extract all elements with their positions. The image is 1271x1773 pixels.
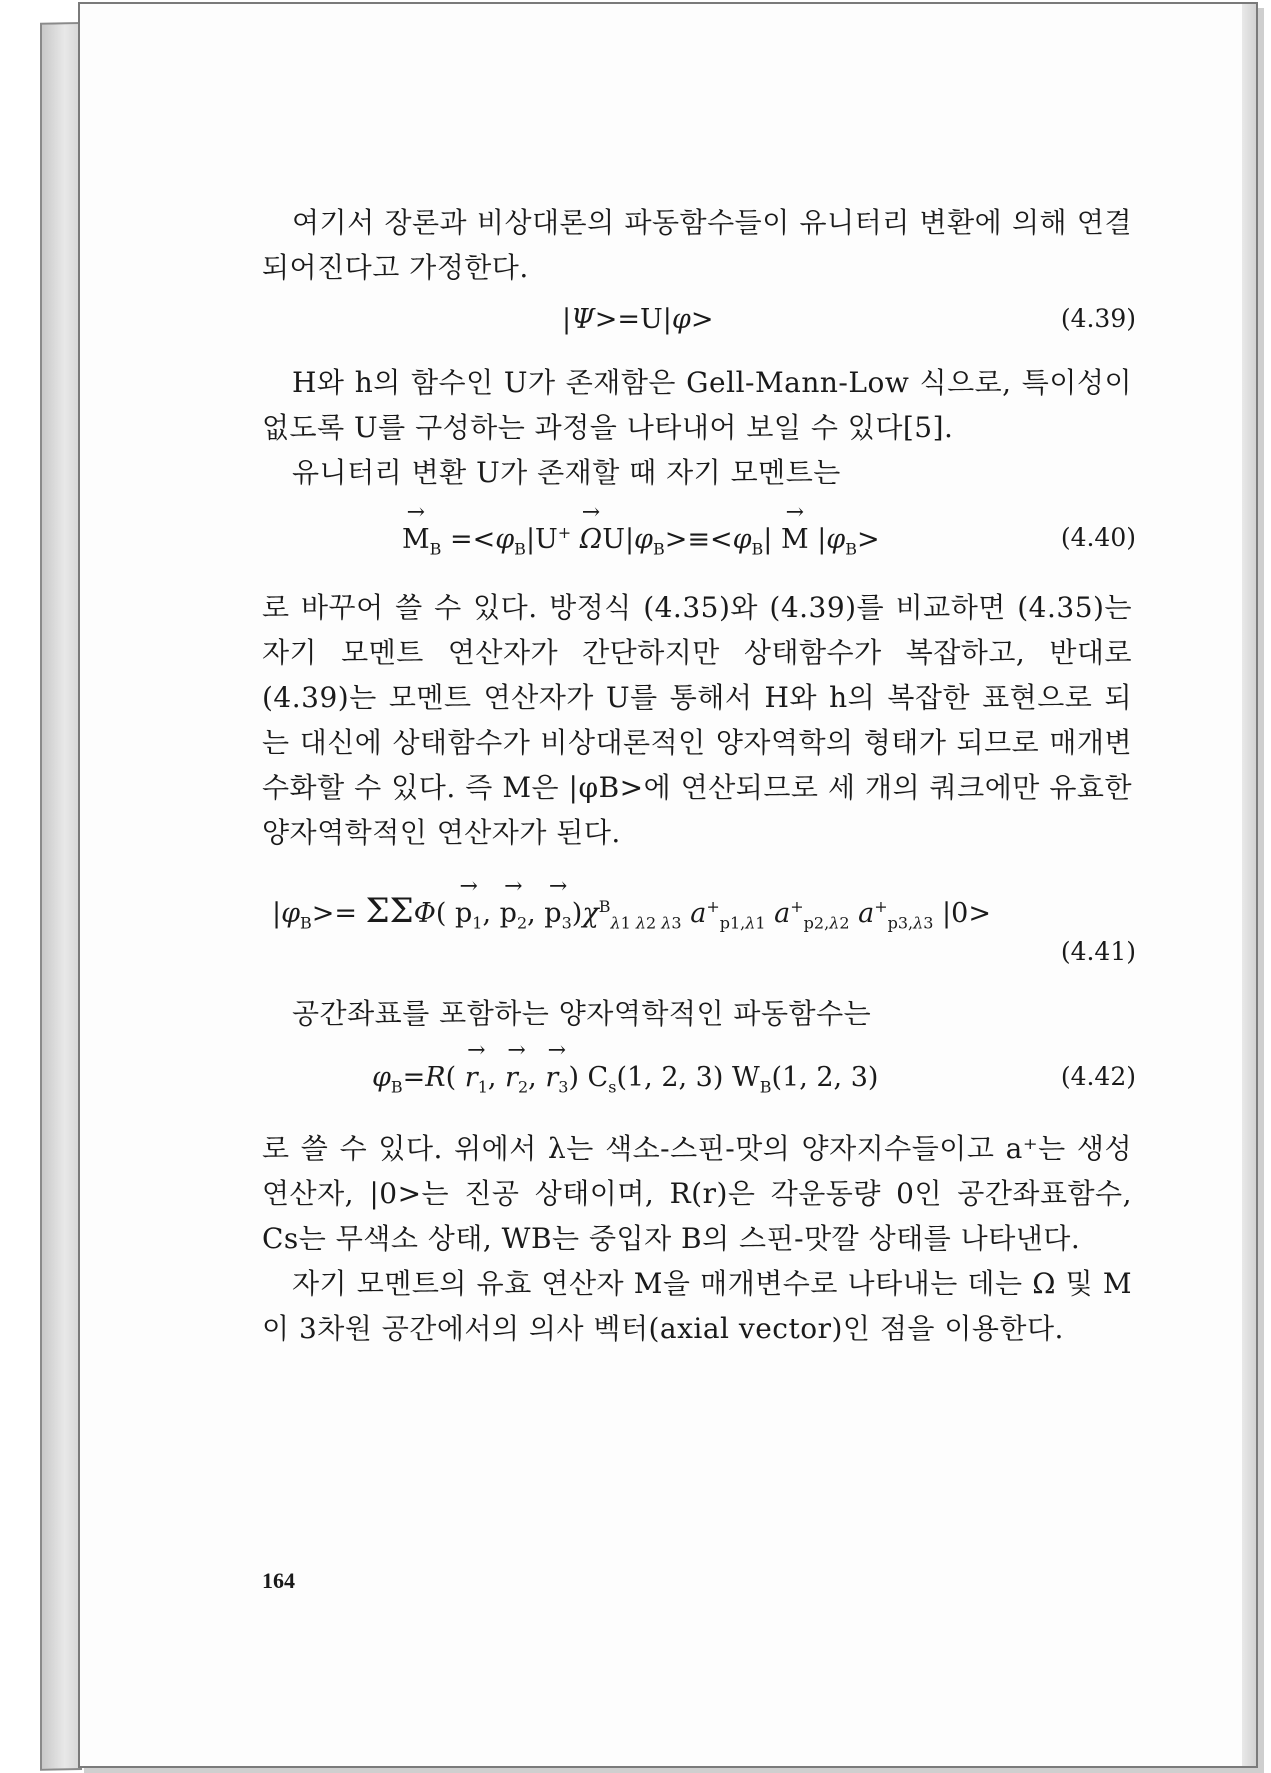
paragraph-4: 로 바꾸어 쓸 수 있다. 방정식 (4.35)와 (4.39)를 비교하면 (4.35)는 자기 모멘트 연산자가 간단하지만 상태함수가 복잡하고, 반대로 (4.39)는 모멘트 연산자가 U를 통해서 H와 h의 복잡한 표현으로 되는 대신에 상태함수가 비상대론적인 양자역학의 형태가 되므로 매개변수화할 수 있다. 즉 M은 |φB>에 연산되므로 세 개의 쿼크에만 유효한 양자역학적인 연산자가 된다. — [262, 591, 1132, 849]
book-spine — [40, 22, 82, 1771]
paragraph-1: 여기서 장론과 비상대론의 파동함수들이 유니터리 변환에 의해 연결되어진다고 가정한다. — [262, 206, 1132, 284]
paragraph-6: 로 쓸 수 있다. 위에서 λ는 색소-스핀-맛의 양자지수들이고 a⁺는 생성 연산자, |0>는 진공 상태이며, R(r)은 각운동량 0인 공간좌표함수, Cs는 무색소 상태, WB는 중입자 B의 스핀-맛깔 상태를 나타낸다. — [262, 1132, 1132, 1255]
equation-number: (4.39) — [1060, 304, 1136, 333]
equation-4-39 — [262, 290, 1136, 360]
equation-number: (4.40) — [1060, 523, 1136, 552]
paragraph-5: 공간좌표를 포함하는 양자역학적인 파동함수는 — [292, 997, 872, 1030]
equation-4-42 — [262, 1036, 1136, 1118]
equation-4-40-body: → $M_B =<\varphi_B|U^+ \to \Omega U|\varphi_B>\equiv<\varphi_B| \to M$ $|\varphi_B>$ — [402, 523, 880, 558]
equation-4-41-body: $|\varphi_B>= \Sigma\Sigma\Phi( \to p_1$, → $p_2$, → $p_3)\chi^B_{\lambda 1 \lambda 2 \lambda 3}$ $a^+_{p1,\lambda 1}$ $a^+_{p2,\lambda 2}$ $a^+_{p3,\lambda 3}$ |0> — [272, 891, 991, 932]
paragraph-3: 유니터리 변환 U가 존재할 때 자기 모멘트는 — [292, 456, 841, 489]
paragraph-2: H와 h의 함수인 U가 존재함은 Gell-Mann-Low 식으로, 특이성이 없도록 U를 구성하는 과정을 나타내어 보일 수 있다[5]. — [262, 366, 1132, 444]
paragraph-7: 자기 모멘트의 유효 연산자 M을 매개변수로 나타내는 데는 Ω 및 M이 3차원 공간에서의 의사 벡터(axial vector)인 점을 이용한다. — [262, 1267, 1132, 1345]
equation-number: (4.41) — [1060, 937, 1136, 966]
equation-4-42-body: $\varphi_B=R( \to r_1$, → $r_2$, → $r_3$) $C_s(1$, 2, 3) $W_B(1$, 2, 3) — [372, 1062, 878, 1096]
page-number: 164 — [262, 1568, 295, 1593]
page-edge — [1242, 4, 1256, 1766]
page-content — [262, 200, 1136, 1351]
equation-number: (4.42) — [1060, 1062, 1136, 1091]
equation-4-40 — [262, 495, 1136, 585]
equation-4-39-body: |Ψ>=U|φ> — [562, 304, 714, 335]
equation-4-41 — [262, 855, 1136, 983]
